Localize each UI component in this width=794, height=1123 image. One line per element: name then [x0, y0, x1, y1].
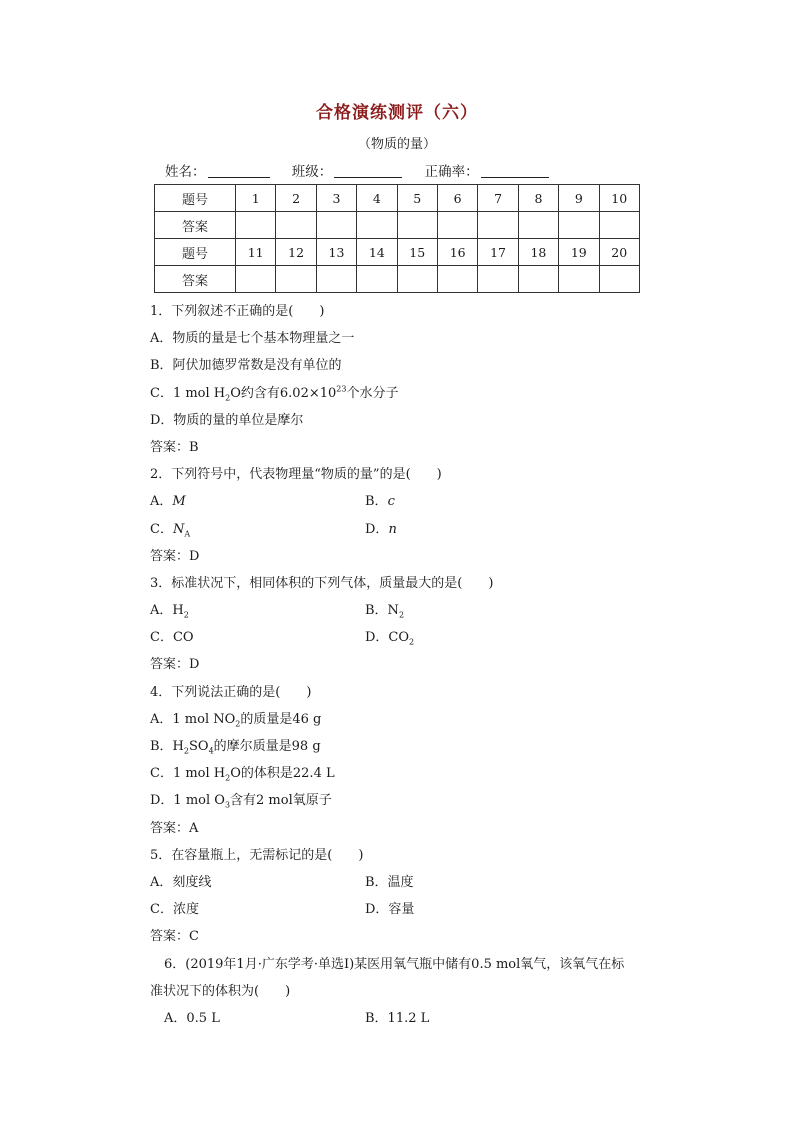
page-subtitle: （物质的量）: [357, 137, 436, 152]
question-3-option-a: [150, 597, 365, 624]
question-4-option-a: [150, 706, 690, 733]
subscript: 3: [224, 800, 231, 810]
answer-cell[interactable]: [316, 212, 356, 239]
text-fragment: B．H: [150, 739, 184, 754]
answer-cell[interactable]: [236, 266, 276, 293]
question-number: 5: [397, 185, 437, 212]
question-number: 8: [518, 185, 558, 212]
question-1-option-c: [150, 380, 690, 407]
question-1-stem: 1．下列叙述不正确的是( ): [150, 304, 325, 319]
question-2-options-cd: [150, 516, 690, 543]
question-4-answer: 答案：A: [150, 820, 199, 836]
class-blank[interactable]: [334, 164, 402, 178]
text-fragment: D．: [365, 521, 389, 537]
question-number: 13: [316, 239, 356, 266]
answer-cell[interactable]: [478, 266, 518, 293]
answer-table-answer-row-1: [155, 212, 640, 239]
answer-cell[interactable]: [316, 266, 356, 293]
question-4-option-c: [150, 760, 690, 787]
question-number: 10: [599, 185, 639, 212]
question-2-stem: 2．下列符号中，代表物理量“物质的量”的是( ): [150, 467, 442, 483]
text-fragment: O约含有6.02×10: [230, 385, 337, 401]
question-5-answer: 答案：C: [150, 929, 199, 945]
text-fragment: 的摩尔质量是98 g: [213, 739, 321, 754]
answer-cell[interactable]: [559, 212, 599, 239]
question-3-option-b: [365, 597, 404, 624]
answer-header: 答案: [155, 266, 236, 293]
question-6-stem-line-2: 准状况下的体积为( ): [150, 983, 291, 999]
question-number: 3: [316, 185, 356, 212]
question-2-option-b: [365, 488, 395, 515]
text-fragment: C．1 mol H: [150, 766, 226, 782]
text-fragment: D．CO: [365, 630, 410, 646]
answer-cell[interactable]: [357, 212, 397, 239]
answer-table-number-row-2: [155, 239, 640, 266]
question-2-options-ab: [150, 488, 690, 515]
question-3-option-d: [365, 624, 414, 651]
question-number: 19: [559, 239, 599, 266]
question-5-option-b: B．温度: [365, 874, 414, 890]
answer-table: [154, 184, 640, 293]
answer-cell[interactable]: [559, 266, 599, 293]
answer-cell[interactable]: [518, 266, 558, 293]
question-number: 1: [236, 185, 276, 212]
symbol: c: [387, 494, 395, 510]
question-number: 16: [437, 239, 477, 266]
text-fragment: B．: [365, 494, 388, 510]
question-number: 20: [599, 239, 639, 266]
subscript: 2: [183, 746, 189, 756]
answer-cell[interactable]: [397, 266, 437, 293]
question-2-option-a: [150, 488, 365, 515]
symbol: N: [172, 521, 185, 537]
subscript: 2: [183, 610, 189, 620]
question-3-option-c: C．CO: [150, 630, 194, 646]
name-label: 姓名：: [165, 164, 206, 180]
subscript: 2: [409, 637, 415, 647]
question-5-options-ab: [150, 869, 690, 896]
superscript: 23: [336, 384, 347, 394]
answer-cell[interactable]: [276, 266, 316, 293]
question-5-option-c: C．浓度: [150, 902, 199, 918]
text-fragment: B．N: [365, 603, 399, 619]
question-number: 9: [559, 185, 599, 212]
answer-table-number-row-1: [155, 185, 640, 212]
question-number: 6: [437, 185, 477, 212]
question-5-stem: 5．在容量瓶上，无需标记的是( ): [150, 847, 364, 863]
question-number: 15: [397, 239, 437, 266]
question-number: 2: [276, 185, 316, 212]
question-number: 14: [357, 239, 397, 266]
accuracy-label: 正确率：: [424, 164, 479, 180]
subscript: A: [184, 529, 191, 539]
answer-cell[interactable]: [437, 266, 477, 293]
question-2-answer: 答案：D: [150, 548, 200, 564]
question-number: 17: [478, 239, 518, 266]
text-fragment: C．1 mol H: [150, 385, 226, 401]
question-1-option-d: D．物质的量的单位是摩尔: [150, 412, 304, 428]
symbol: M: [172, 494, 186, 510]
answer-cell[interactable]: [397, 212, 437, 239]
question-6-options-ab: [150, 1005, 690, 1032]
answer-cell[interactable]: [357, 266, 397, 293]
question-number: 12: [276, 239, 316, 266]
symbol: n: [388, 521, 397, 537]
answer-header: 答案: [155, 212, 236, 239]
answer-cell[interactable]: [236, 212, 276, 239]
question-number: 18: [518, 239, 558, 266]
text-fragment: C．: [150, 521, 173, 537]
text-fragment: A．: [150, 494, 173, 510]
question-1-option-a: A．物质的量是七个基本物理量之一: [150, 331, 355, 347]
text-fragment: A．1 mol NO: [150, 711, 236, 727]
question-5-option-d: D．容量: [365, 902, 415, 918]
subscript: 2: [225, 393, 231, 403]
page-title: 合格演练测评（六）: [316, 103, 478, 123]
question-number: 7: [478, 185, 518, 212]
answer-cell[interactable]: [437, 212, 477, 239]
question-4-option-d: [150, 787, 690, 814]
question-3-options-ab: [150, 597, 690, 624]
question-1-option-b: B．阿伏加德罗常数是没有单位的: [150, 358, 342, 374]
name-blank[interactable]: [208, 164, 270, 178]
accuracy-blank[interactable]: [481, 164, 549, 178]
student-info: [165, 160, 549, 180]
text-fragment: 含有2 mol氧原子: [230, 793, 332, 809]
answer-cell[interactable]: [478, 212, 518, 239]
question-4-stem: 4．下列说法正确的是( ): [150, 684, 312, 700]
text-fragment: O的体积是22.4 L: [230, 766, 335, 782]
class-label: 班级：: [291, 164, 333, 180]
question-6-option-b: B．11.2 L: [365, 1010, 430, 1026]
question-5-options-cd: [150, 896, 690, 923]
question-number: 4: [357, 185, 397, 212]
text-fragment: D．1 mol O: [150, 793, 225, 809]
answer-table-answer-row-2: [155, 266, 640, 293]
question-3-answer: 答案：D: [150, 657, 200, 673]
answer-cell[interactable]: [276, 212, 316, 239]
answer-cell[interactable]: [518, 212, 558, 239]
question-list: [150, 298, 690, 1032]
subscript: 4: [208, 746, 214, 756]
question-2-option-c: [150, 516, 365, 543]
answer-cell[interactable]: [599, 212, 639, 239]
number-header: 题号: [155, 239, 236, 266]
question-3-stem: 3．标准状况下，相同体积的下列气体，质量最大的是( ): [150, 575, 494, 591]
subscript: 2: [398, 610, 405, 620]
text-fragment: SO: [188, 739, 209, 754]
question-6-stem-line-1: 6．(2019年1月·广东学考·单选Ⅰ)某医用氧气瓶中储有0.5 mol氧气，该氧气在标: [164, 956, 625, 972]
text-fragment: A．H: [150, 603, 184, 619]
answer-cell[interactable]: [599, 266, 639, 293]
subscript: 2: [235, 719, 241, 729]
question-1-answer: 答案：B: [150, 439, 199, 455]
number-header: 题号: [155, 185, 236, 212]
question-3-options-cd: [150, 624, 690, 651]
text-fragment: 个水分子: [346, 385, 399, 401]
question-2-option-d: [365, 516, 397, 543]
question-6-option-a: A．0.5 L: [164, 1010, 220, 1026]
subscript: 2: [225, 773, 231, 783]
question-4-option-b: [150, 733, 690, 760]
question-5-option-a: A．刻度线: [150, 874, 212, 890]
question-number: 11: [236, 239, 276, 266]
text-fragment: 的质量是46 g: [240, 711, 322, 727]
